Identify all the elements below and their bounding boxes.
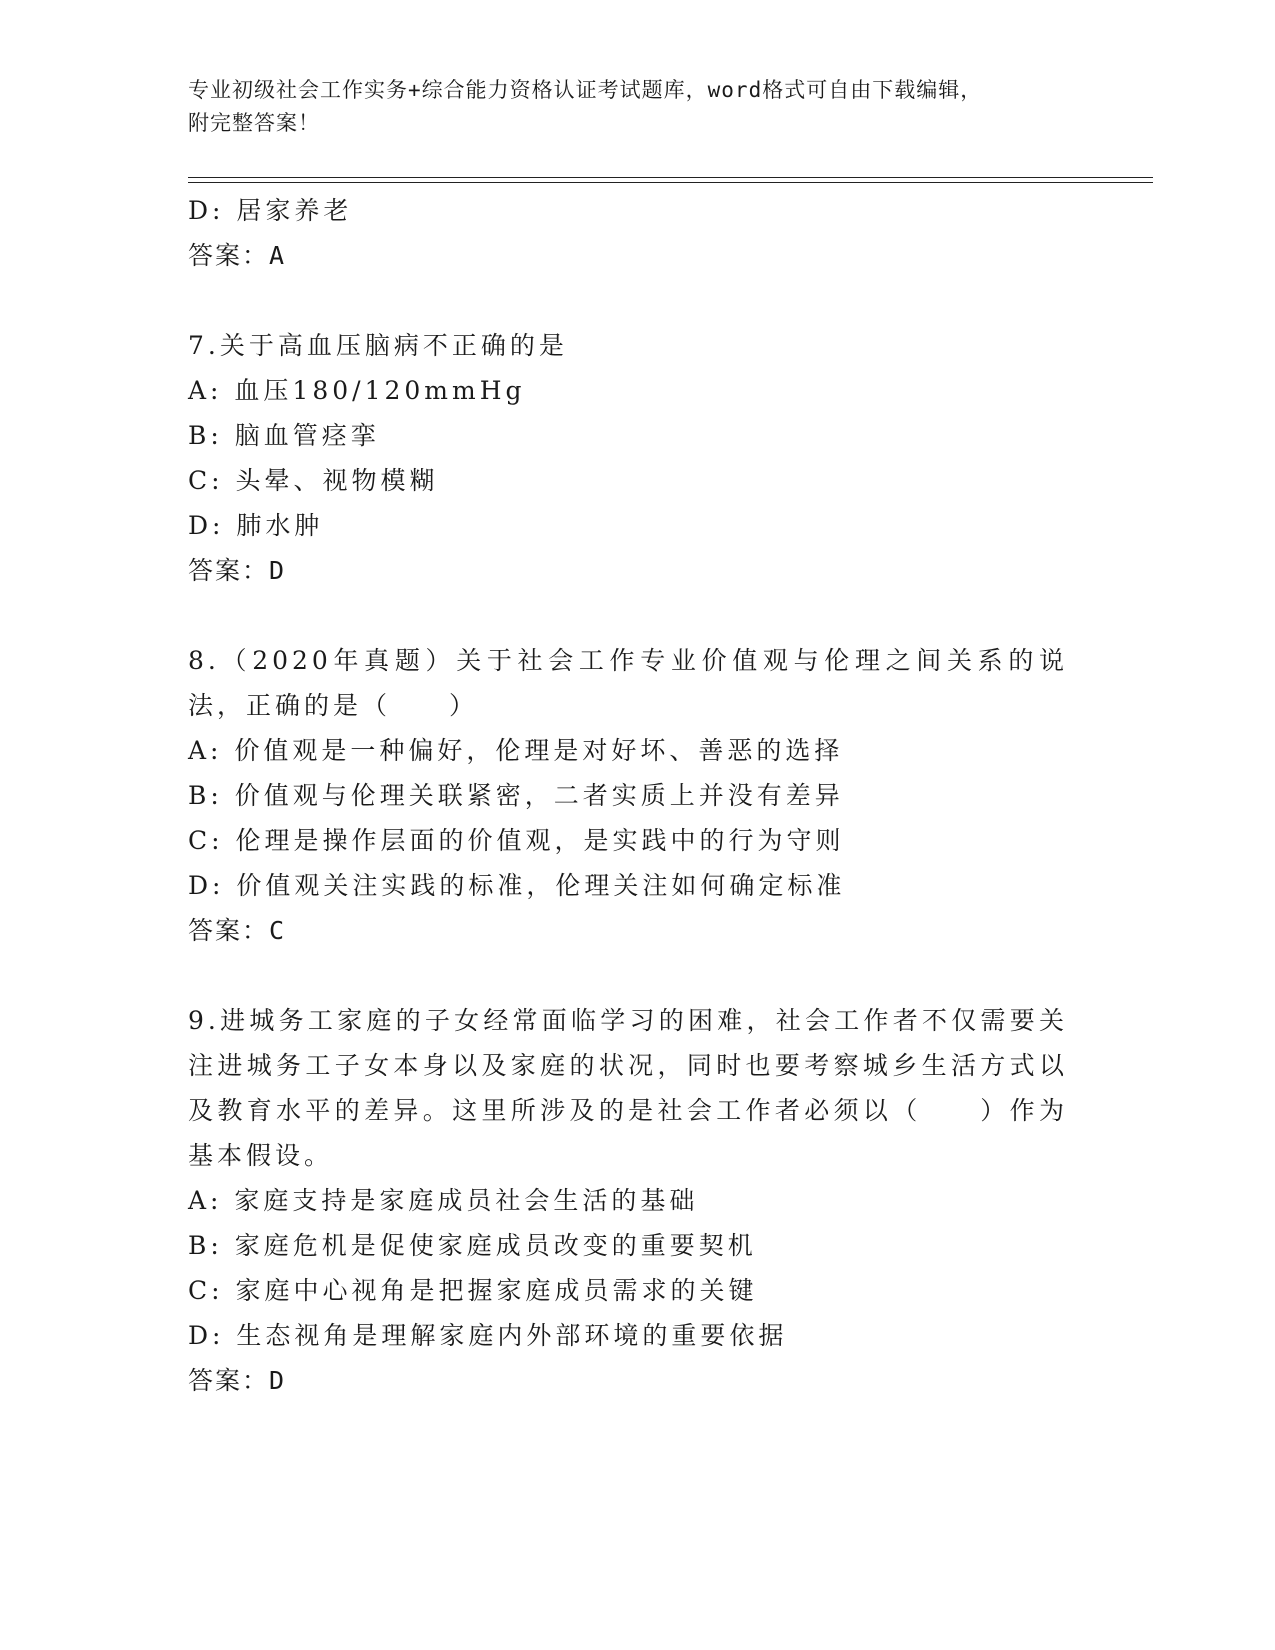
question-stem: 7.关于高血压脑病不正确的是 bbox=[188, 331, 568, 360]
question-6-tail bbox=[188, 188, 1068, 278]
option-d: D: 生态视角是理解家庭内外部环境的重要依据 bbox=[188, 1321, 788, 1350]
question-9 bbox=[188, 998, 1068, 1403]
question-7 bbox=[188, 323, 1068, 593]
option-a: A: 价值观是一种偏好，伦理是对好坏、善恶的选择 bbox=[188, 736, 844, 765]
option-b: B: 脑血管痉挛 bbox=[188, 421, 380, 450]
question-stem: 8.（2020年真题）关于社会工作专业价值观与伦理之间关系的说法，正确的是（ ） bbox=[188, 646, 1068, 720]
spacer bbox=[188, 953, 1068, 998]
option-d: D: 肺水肿 bbox=[188, 511, 324, 540]
answer: 答案：A bbox=[188, 241, 287, 270]
question-8 bbox=[188, 638, 1068, 953]
header-divider-bottom bbox=[188, 182, 1153, 183]
option-b: B: 价值观与伦理关联紧密，二者实质上并没有差异 bbox=[188, 781, 844, 810]
spacer bbox=[188, 278, 1068, 323]
question-stem: 9.进城务工家庭的子女经常面临学习的困难，社会工作者不仅需要关注进城务工子女本身以及家庭的状况，同时也要考察城乡生活方式以及教育水平的差异。这里所涉及的是社会工作者必须以（ ）作为基本假设。 bbox=[188, 1006, 1068, 1170]
question-list bbox=[188, 188, 1068, 1403]
option-a: A: 家庭支持是家庭成员社会生活的基础 bbox=[188, 1186, 699, 1215]
answer: 答案：D bbox=[188, 1366, 287, 1395]
option-a: A: 血压180/120mmHg bbox=[188, 376, 526, 405]
header-line-1: 专业初级社会工作实务+综合能力资格认证考试题库，word格式可自由下载编辑， bbox=[188, 78, 983, 102]
answer: 答案：C bbox=[188, 916, 287, 945]
option-d: D: 价值观关注实践的标准，伦理关注如何确定标准 bbox=[188, 871, 846, 900]
document-header bbox=[188, 74, 1088, 140]
option-c: C: 头晕、视物模糊 bbox=[188, 466, 439, 495]
option-b: B: 家庭危机是促使家庭成员改变的重要契机 bbox=[188, 1231, 757, 1260]
option-c: C: 伦理是操作层面的价值观，是实践中的行为守则 bbox=[188, 826, 845, 855]
header-divider-top bbox=[188, 177, 1153, 178]
option-d: D: 居家养老 bbox=[188, 196, 353, 225]
spacer bbox=[188, 593, 1068, 638]
header-line-2: 附完整答案！ bbox=[188, 111, 320, 135]
answer: 答案：D bbox=[188, 556, 287, 585]
option-c: C: 家庭中心视角是把握家庭成员需求的关键 bbox=[188, 1276, 758, 1305]
